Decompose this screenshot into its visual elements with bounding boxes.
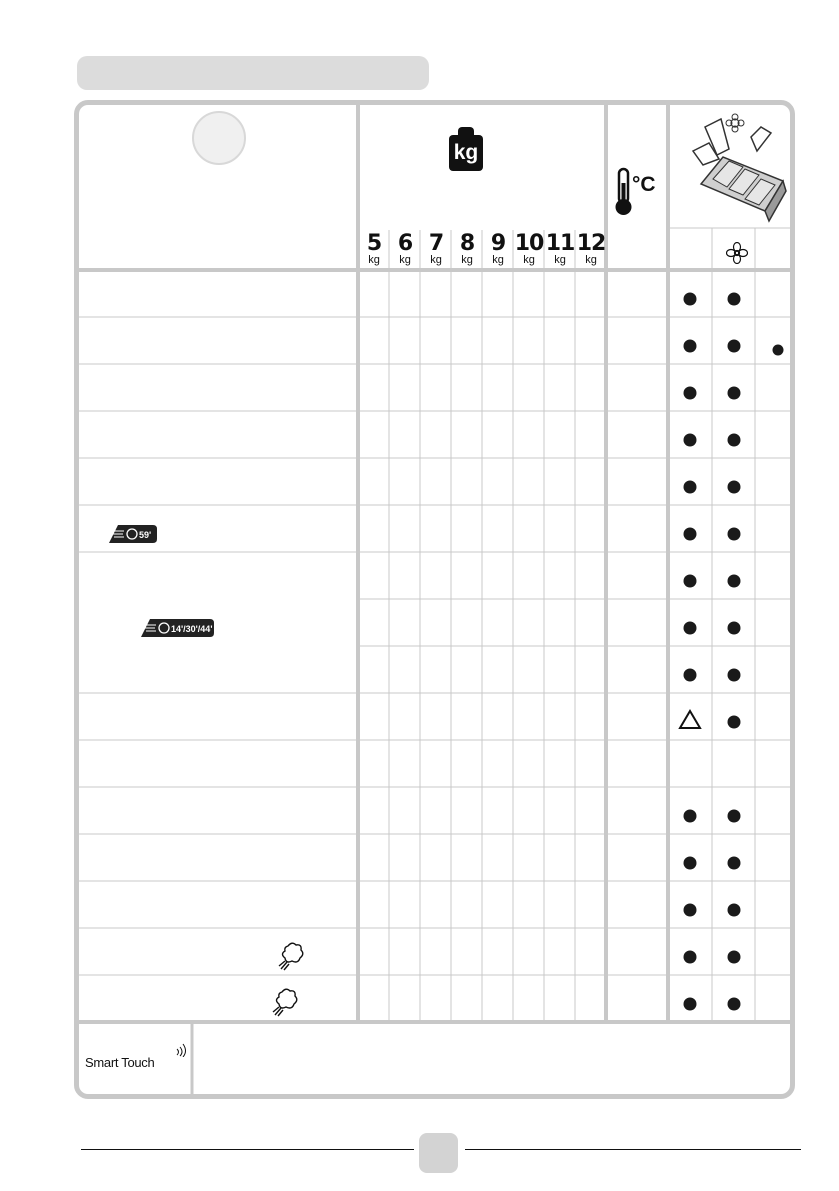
load-size-7	[421, 233, 451, 266]
load-size-unit: kg	[523, 254, 535, 266]
extra-dot	[773, 345, 784, 356]
softener-dot	[728, 340, 741, 353]
footer-rule-left	[81, 1149, 414, 1150]
detergent-drawer-icon	[683, 109, 788, 224]
main-wash-dot	[684, 528, 697, 541]
main-wash-dot	[684, 575, 697, 588]
load-size-value: 10	[514, 231, 544, 256]
main-wash-dot	[684, 998, 697, 1011]
quick-wash-badge	[108, 524, 158, 544]
softener-dot	[728, 716, 741, 729]
load-size-unit: kg	[430, 254, 442, 266]
softener-dot	[728, 669, 741, 682]
softener-dot	[728, 810, 741, 823]
section-title-bar	[77, 56, 429, 90]
load-size-unit: kg	[368, 254, 380, 266]
load-size-unit: kg	[554, 254, 566, 266]
footer-rule-right	[465, 1149, 801, 1150]
program-dial-icon	[192, 111, 246, 165]
load-size-5	[359, 233, 389, 266]
main-wash-dot	[684, 810, 697, 823]
main-wash-dot	[684, 904, 697, 917]
main-wash-dot	[684, 951, 697, 964]
softener-flower-icon	[726, 242, 748, 264]
main-wash-dot	[684, 340, 697, 353]
softener-dot	[728, 857, 741, 870]
load-size-value: 6	[397, 231, 413, 256]
main-wash-dot	[684, 622, 697, 635]
load-size-9	[483, 233, 513, 266]
softener-dot	[728, 528, 741, 541]
main-wash-dot	[684, 857, 697, 870]
softener-dot	[728, 575, 741, 588]
load-size-12	[576, 233, 606, 266]
weight-icon	[449, 127, 483, 171]
page-number-box	[419, 1133, 458, 1173]
quick-wash-badge	[140, 618, 215, 638]
weight-icon-label: kg	[453, 141, 479, 164]
load-size-value: 9	[490, 231, 506, 256]
main-wash-triangle	[680, 711, 700, 728]
nfc-signal-icon	[175, 1043, 189, 1057]
quick-wash-time: 59'	[139, 530, 152, 540]
softener-dot	[728, 434, 741, 447]
load-size-value: 8	[459, 231, 475, 256]
load-size-value: 5	[366, 231, 382, 256]
softener-dot	[728, 951, 741, 964]
load-size-value: 7	[428, 231, 444, 256]
softener-dot	[728, 387, 741, 400]
main-wash-dot	[684, 481, 697, 494]
load-size-unit: kg	[492, 254, 504, 266]
load-size-unit: kg	[461, 254, 473, 266]
load-size-value: 12	[576, 231, 606, 256]
steam-iron-icon	[272, 986, 300, 1018]
load-size-10	[514, 233, 544, 266]
softener-dot	[728, 481, 741, 494]
main-wash-dot	[684, 669, 697, 682]
smart-touch-label: Smart Touch	[85, 1055, 155, 1070]
quick-wash-time: 14'/30'/44'	[171, 624, 213, 634]
load-size-value: 11	[545, 231, 575, 256]
temperature-unit: °C	[632, 173, 656, 196]
load-size-11	[545, 233, 575, 266]
main-wash-dot	[684, 387, 697, 400]
load-size-unit: kg	[399, 254, 411, 266]
softener-dot	[728, 998, 741, 1011]
softener-dot	[728, 622, 741, 635]
load-size-8	[452, 233, 482, 266]
load-size-6	[390, 233, 420, 266]
softener-dot	[728, 293, 741, 306]
main-wash-dot	[684, 434, 697, 447]
main-wash-dot	[684, 293, 697, 306]
softener-dot	[728, 904, 741, 917]
steam-iron-icon	[278, 940, 306, 972]
program-table	[74, 100, 795, 1099]
load-size-unit: kg	[585, 254, 597, 266]
